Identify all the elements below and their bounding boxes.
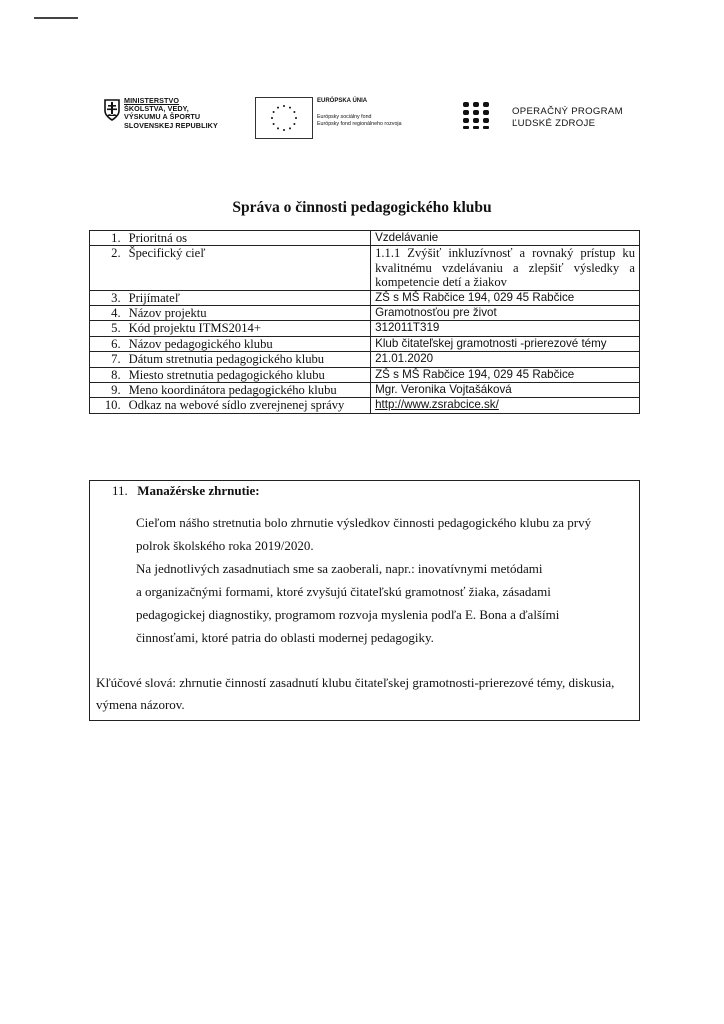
manager-summary-box (89, 480, 640, 721)
row-number: 7. (90, 352, 123, 367)
project-info-table (89, 230, 640, 414)
op-line: OPERAČNÝ PROGRAM (512, 106, 623, 117)
row-label: Názov projektu (123, 306, 371, 321)
row-number: 4. (90, 306, 123, 321)
row-value: Mgr. Veronika Vojtašáková (371, 383, 640, 398)
row-number: 3. (90, 290, 123, 305)
op-dots-icon (462, 101, 490, 131)
summary-text-line: polrok školského roka 2019/2020. (136, 538, 314, 553)
report-web-link[interactable]: http://www.zsrabcice.sk/ (375, 398, 499, 412)
row-value: Klub čitateľskej gramotnosti -prierezové témy (371, 336, 640, 351)
table-row (90, 231, 640, 246)
summary-text-line: Na jednotlivých zasadnutiach sme sa zaoberali, napr.: inovatívnymi metódami (136, 561, 543, 576)
row-label: Špecifický cieľ (123, 246, 371, 290)
slovak-coat-of-arms-icon (104, 99, 120, 121)
eu-flag-icon (255, 97, 313, 139)
op-logo (462, 101, 642, 141)
summary-text-line: a organizačnými formami, ktoré zvyšujú čitateľskú gramotnosť žiaka, zásadami (136, 584, 551, 599)
row-number: 6. (90, 336, 123, 351)
summary-text-line: Cieľom nášho stretnutia bolo zhrnutie výsledkov činnosti pedagogického klubu za prvý (136, 515, 592, 530)
table-row (90, 398, 640, 413)
row-number: 1. (90, 231, 123, 246)
eu-logo (255, 97, 435, 145)
row-value: Vzdelávanie (371, 231, 640, 246)
op-line: ĽUDSKÉ ZDROJE (512, 118, 596, 129)
table-row (90, 336, 640, 351)
row-value: 1.1.1 Zvýšiť inkluzívnosť a rovnaký prístup ku kvalitnému vzdelávaniu a zlepšiť výsledky a kompetencie detí a žiakov (371, 246, 640, 290)
table-row (90, 367, 640, 382)
table-row (90, 321, 640, 336)
ministry-line: VÝSKUMU A ŠPORTU (124, 112, 201, 122)
keywords-line: Kľúčové slová: zhrnutie činností zasadnutí klubu čitateľskej gramotnosti-prierezové témy, diskusia, (96, 675, 615, 690)
row-label: Dátum stretnutia pedagogického klubu (123, 352, 371, 367)
row-value: 21.01.2020 (371, 352, 640, 367)
row-value-cell (371, 398, 640, 413)
summary-number: 11. (112, 483, 128, 498)
summary-header (112, 483, 260, 499)
table-row (90, 306, 640, 321)
row-value: ZŠ s MŠ Rabčice 194, 029 45 Rabčice (371, 367, 640, 382)
row-label: Odkaz na webové sídlo zverejnenej správy (123, 398, 371, 413)
row-label: Kód projektu ITMS2014+ (123, 321, 371, 336)
page-title: Správa o činnosti pedagogického klubu (232, 199, 492, 216)
row-number: 8. (90, 367, 123, 382)
row-label: Miesto stretnutia pedagogického klubu (123, 367, 371, 382)
summary-text-line: pedagogickej diagnostiky, programom rozvoja myslenia podľa E. Bona a ďalšími (136, 607, 560, 622)
table-row (90, 290, 640, 305)
table-row (90, 383, 640, 398)
eu-fund-line: Európsky sociálny fond (317, 114, 372, 120)
row-label: Meno koordinátora pedagogického klubu (123, 383, 371, 398)
row-number: 10. (90, 398, 123, 413)
row-label: Názov pedagogického klubu (123, 336, 371, 351)
row-value: Gramotnosťou pre život (371, 306, 640, 321)
row-number: 2. (90, 246, 123, 290)
keywords-line: výmena názorov. (96, 697, 185, 712)
summary-heading: Manažérske zhrnutie: (137, 483, 260, 498)
row-number: 5. (90, 321, 123, 336)
ministry-line: ŠKOLSTVA, VEDY, (124, 104, 189, 114)
ministry-line: SLOVENSKEJ REPUBLIKY (124, 120, 218, 130)
row-label: Prijímateľ (123, 290, 371, 305)
ministry-line: MINISTERSTVO (124, 96, 180, 105)
row-value: ZŠ s MŠ Rabčice 194, 029 45 Rabčice (371, 290, 640, 305)
row-value: 312011T319 (371, 321, 640, 336)
ministry-logo (104, 97, 254, 139)
eu-fund-line: Európsky fond regionálneho rozvoja (317, 121, 402, 127)
scan-mark (34, 17, 78, 19)
summary-text-line: činnosťami, ktoré patria do oblasti modernej pedagogiky. (136, 630, 434, 645)
table-row (90, 246, 640, 290)
eu-title: EURÓPSKA ÚNIA (317, 98, 368, 104)
table-row (90, 352, 640, 367)
row-label: Prioritná os (123, 231, 371, 246)
row-number: 9. (90, 383, 123, 398)
